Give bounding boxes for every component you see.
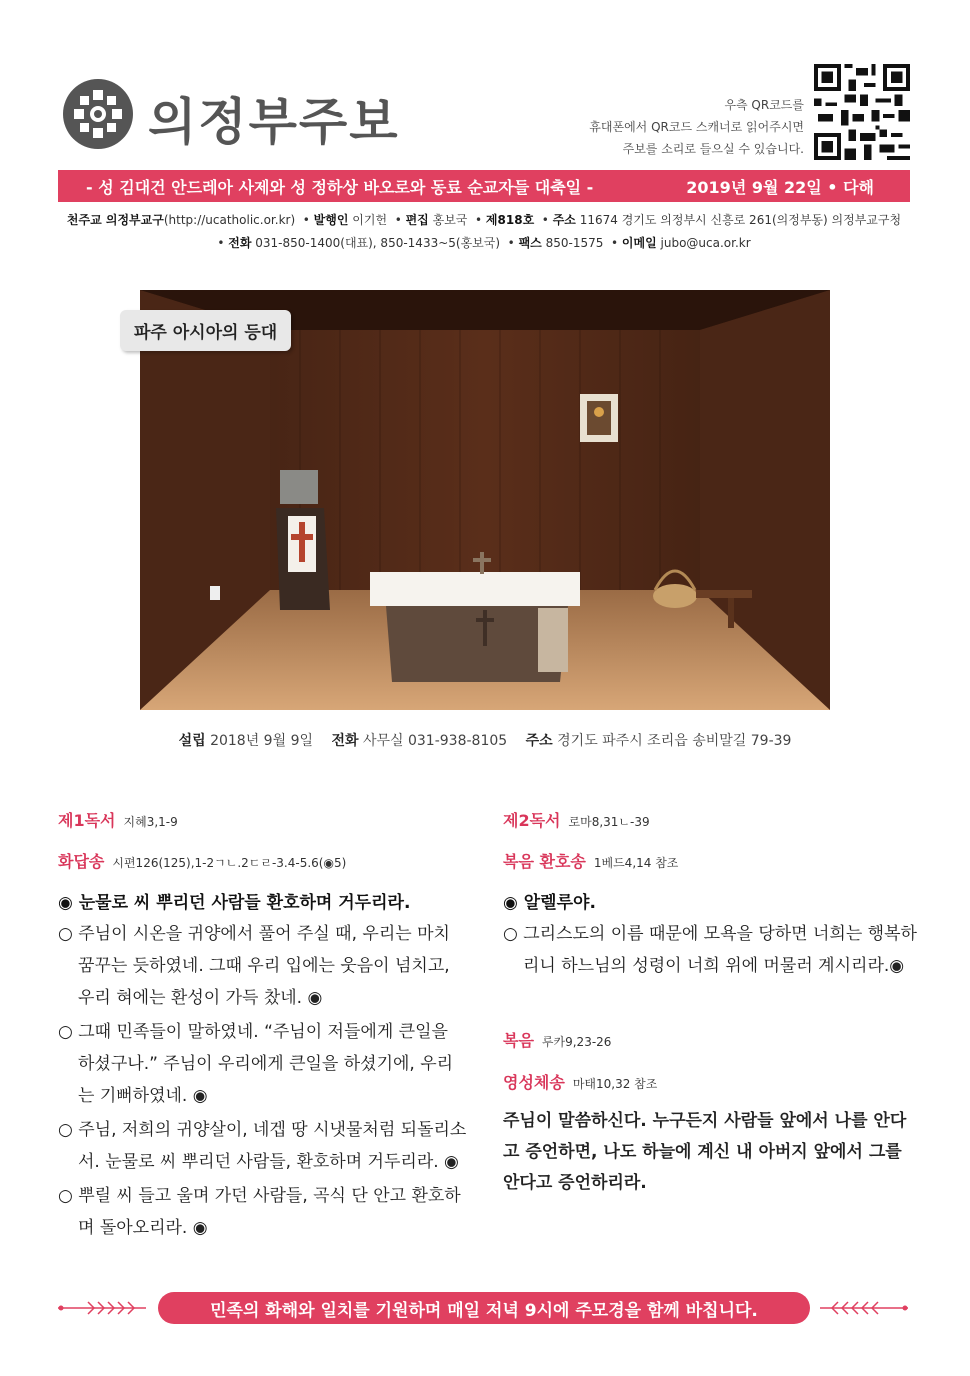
diocese-url[interactable]: (http://ucatholic.or.kr) — [163, 213, 296, 227]
diocese-emblem-icon — [62, 78, 134, 150]
psalm-heading: 화답송 시편126(125),1-2ㄱㄴ.2ㄷㄹ-3.4-5.6(◉5) — [58, 852, 347, 871]
reading1-heading: 제1독서 지혜3,1-9 — [58, 811, 178, 830]
newsletter-title: 의정부주보 — [148, 92, 400, 151]
psalm-verse: ○ 주님이 시온을 귀양에서 풀어 주실 때, 우리는 마치 꿈꾸는 듯하였네. 그때 우리 입에는 웃음이 넘치고, 우리 혀에는 환성이 가득 찼네. ◉ — [58, 924, 450, 1008]
chapel-photo — [140, 290, 830, 710]
communion-heading: 영성체송 마태10,32 참조 — [503, 1073, 658, 1092]
psalm-verse: ○ 그때 민족들이 말하였네. “주님이 저들에게 큰일을 하셨구나.” 주님이 우리에게 큰일을 하셨기에, 우리는 기뻐하였네. ◉ — [58, 1022, 454, 1106]
alleluia-verse: ○ 그리스도의 이름 때문에 모욕을 당하면 너희는 행복하리니 하느님의 성령이 너희 위에 머물러 계시리라.◉ — [503, 924, 917, 976]
alleluia-response: ◉ 알렐루야. — [503, 893, 596, 913]
alleluia-heading: 복음 환호송 1베드4,14 참조 — [503, 852, 679, 871]
issue-date: 2019년 9월 22일 • 다해 — [686, 177, 874, 197]
photo-label: 파주 아시아의 등대 — [120, 310, 291, 351]
psalm-verses — [58, 918, 468, 1244]
email-link[interactable]: jubo@uca.or.kr — [660, 236, 751, 250]
qr-code-icon[interactable] — [814, 64, 910, 160]
left-ornament-icon — [58, 1298, 148, 1318]
gospel-heading: 복음 루카9,23-26 — [503, 1031, 612, 1050]
psalm-verse: ○ 뿌릴 씨 들고 울며 가던 사람들, 곡식 단 안고 환호하며 돌아오리라. ◉ — [58, 1186, 461, 1238]
reading2-heading: 제2독서 로마8,31ㄴ-39 — [503, 811, 650, 830]
publication-info-line-1: 천주교 의정부교구(http://ucatholic.or.kr) • 발행인 이기헌 • 편집 홍보국 • 제818호 • 주소 11674 경기도 의정부시 신흥로 261(의정부동) 의정부교구청 — [66, 213, 902, 227]
psalm-response: ◉ 눈물로 씨 뿌리던 사람들 환호하며 거두리라. — [58, 893, 411, 913]
communion-antiphon: 주님이 말씀하신다. 누구든지 사람들 앞에서 나를 안다고 증언하면, 나도 하늘에 계신 내 아버지 앞에서 그를 안다고 증언하리라. — [503, 1111, 907, 1193]
qr-instructions: 우측 QR코드를 휴대폰에서 QR코드 스캐너로 읽어주시면 주보를 소리로 들으실 수 있습니다. — [589, 98, 804, 156]
feast-title: - 성 김대건 안드레아 사제와 성 정하상 바오로와 동료 순교자들 대축일 - — [86, 177, 594, 197]
prayer-banner: 민족의 화해와 일치를 기원하며 매일 저녁 9시에 주모경을 함께 바칩니다. — [158, 1292, 810, 1324]
right-ornament-icon — [818, 1298, 908, 1318]
photo-caption: 설립 2018년 9월 9일 전화 사무실 031-938-8105 주소 경기도 파주시 조리읍 송비말길 79-39 — [178, 733, 792, 749]
psalm-verse: ○ 주님, 저희의 귀양살이, 네겝 땅 시냇물처럼 되돌리소서. 눈물로 씨 뿌리던 사람들, 환호하며 거두리라. ◉ — [58, 1120, 467, 1172]
publication-info-line-2: • 전화 031-850-1400(대표), 850-1433~5(홍보국) • 팩스 850-1575 • 이메일 jubo@uca.or.kr — [217, 236, 751, 250]
feast-banner — [58, 170, 910, 202]
